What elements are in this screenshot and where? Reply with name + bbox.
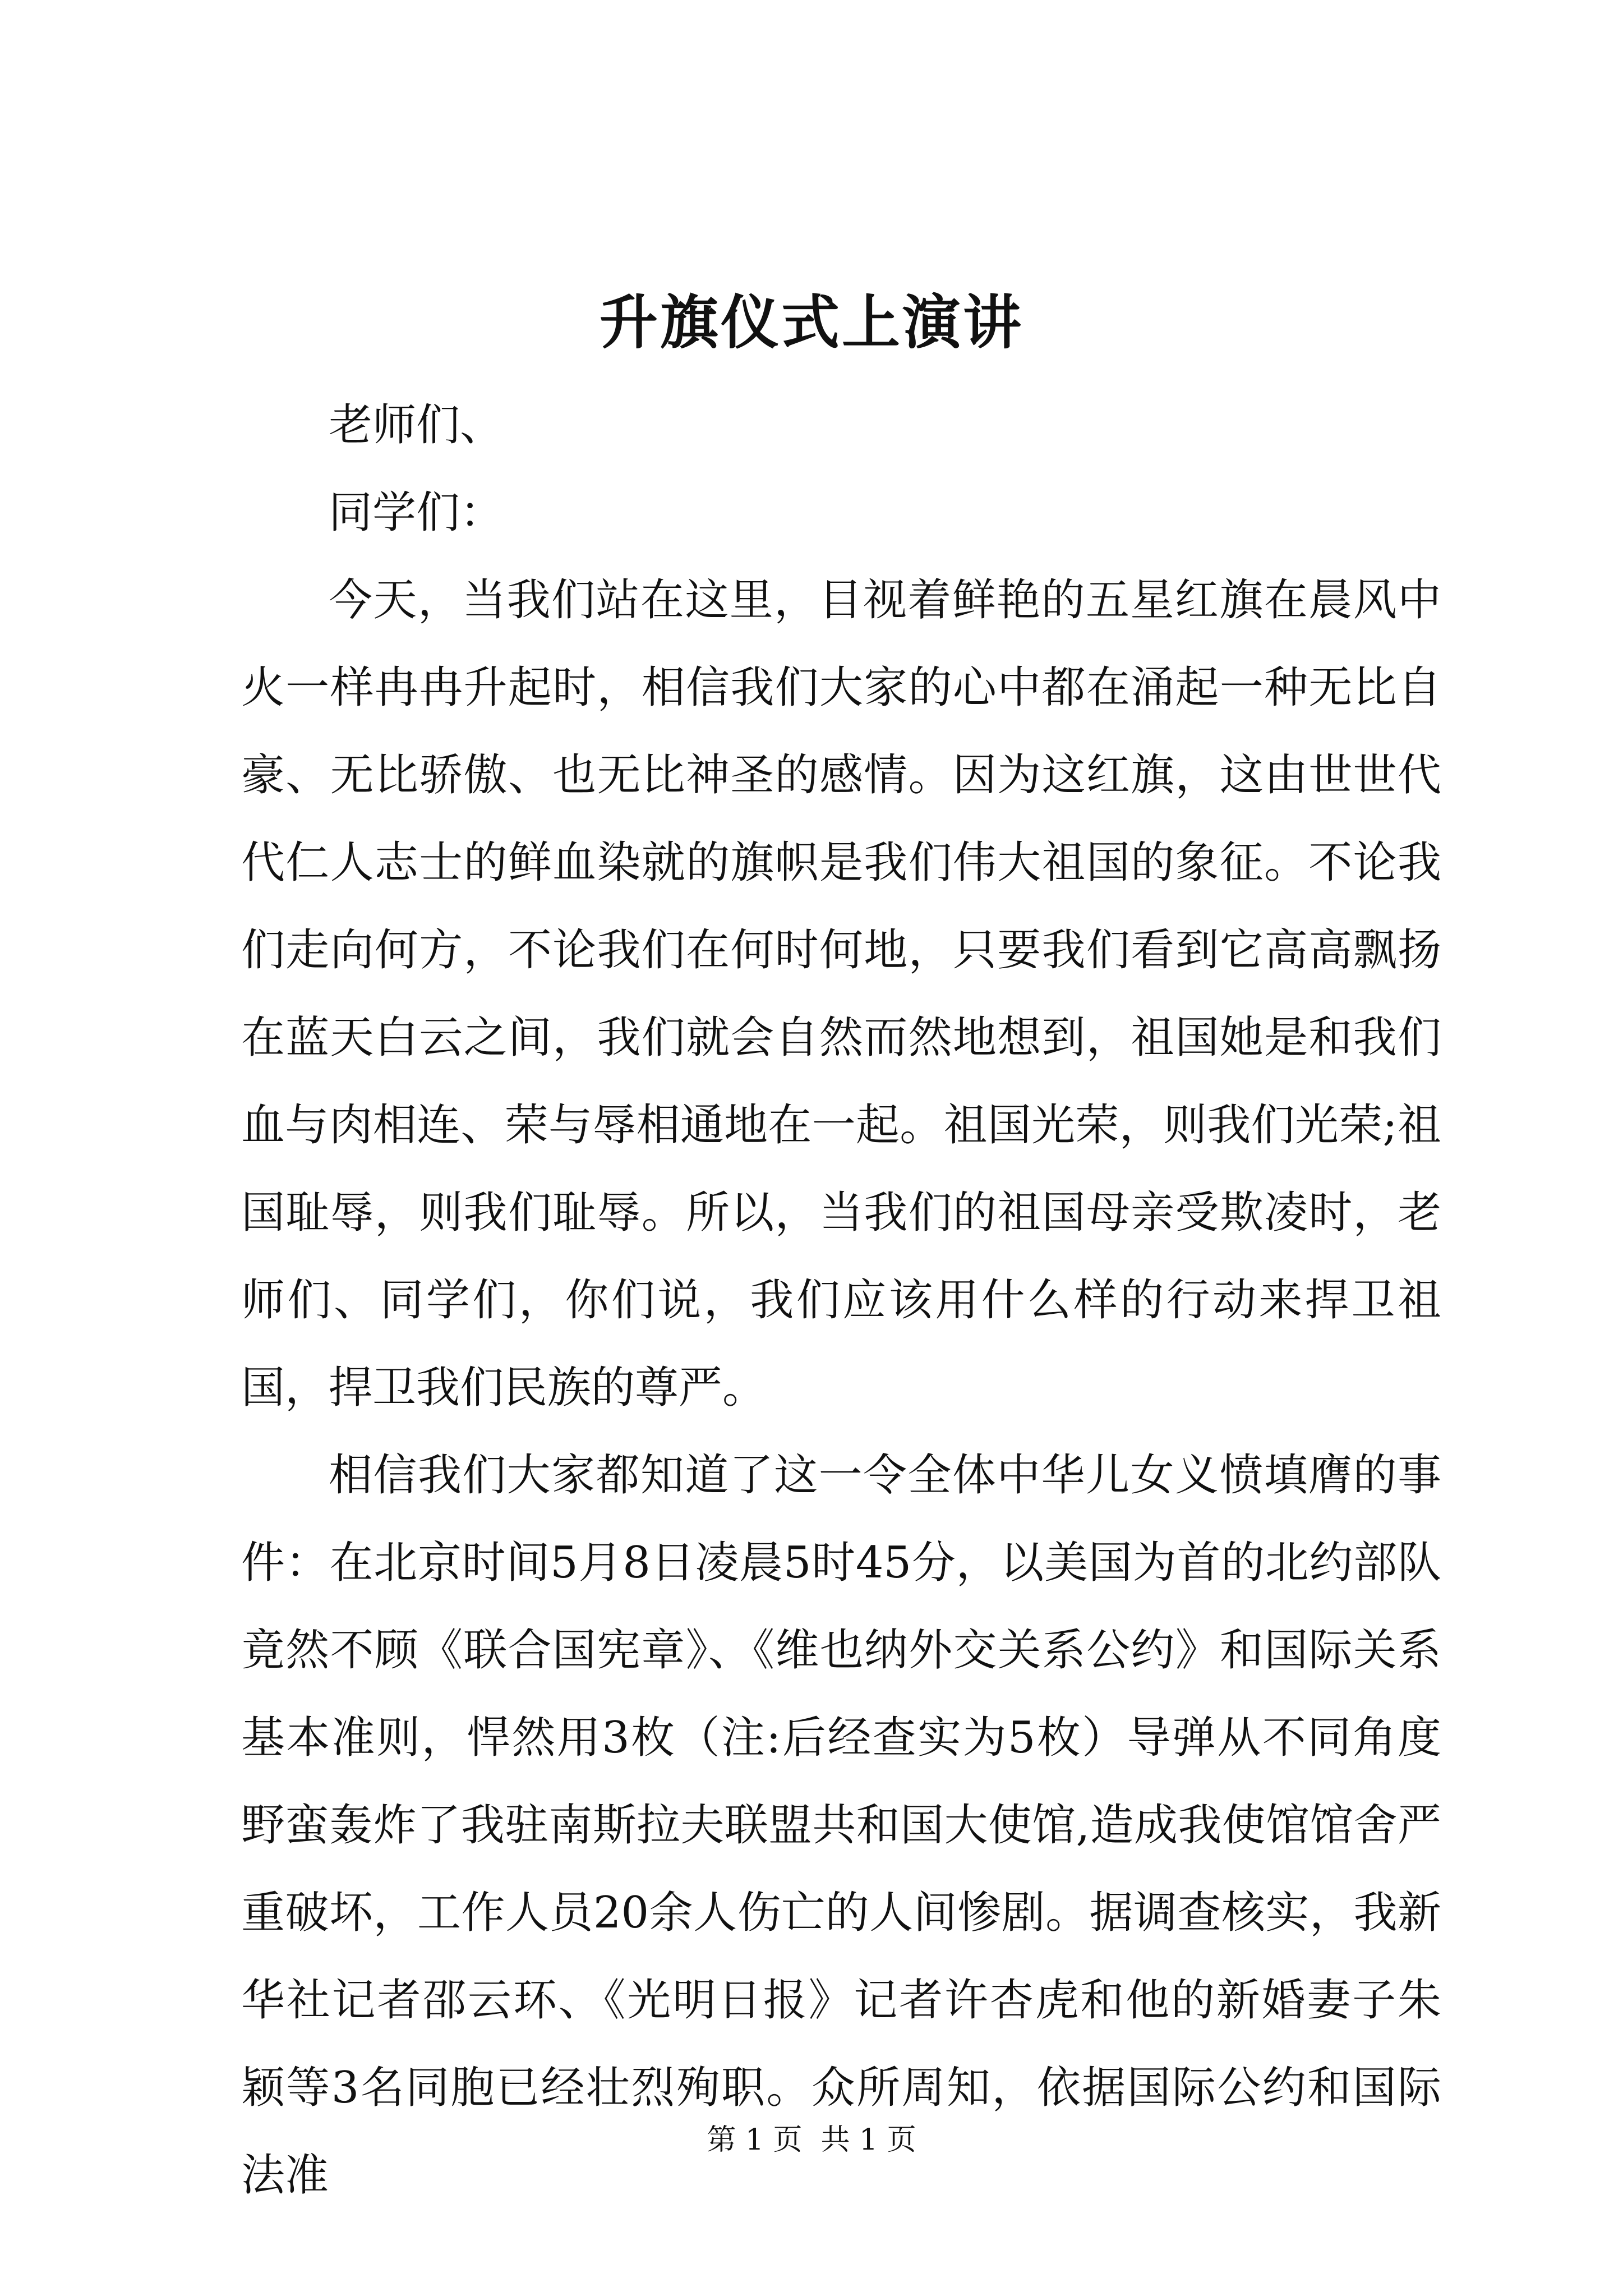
- body-paragraph: 相信我们大家都知道了这一令全体中华儿女义愤填膺的事件：在北京时间5月8日凌晨5时45分，以美国为首的北约部队竟然不顾《联合国宪章》、《维也纳外交关系公约》和国际关系基本准则，悍然用3枚（注:后经查实为5枚）导弹从不同角度野蛮轰炸了我驻南斯拉夫联盟共和国大使馆,造成我使馆馆舍严重破坏，工作人员20余人伤亡的人间惨剧。据调查核实，我新华社记者邵云环、《光明日报》记者许杏虎和他的新婚妻子朱颖等3名同胞已经壮烈殉职。众所周知，依据国际公约和国际法准: [241, 1450, 1441, 2201]
- document-title: 升旗仪式上演讲: [599, 288, 1023, 357]
- salutation-teachers: 老师们、: [329, 400, 504, 450]
- salutation-students: 同学们：: [329, 487, 504, 538]
- document-body: [241, 381, 1441, 2219]
- body-paragraph: 今天，当我们站在这里，目视着鲜艳的五星红旗在晨风中火一样冉冉升起时，相信我们大家的心中都在涌起一种无比自豪、无比骄傲、也无比神圣的感情。因为这红旗，这由世世代代仁人志士的鲜血染就的旗帜是我们伟大祖国的象征。不论我们走向何方，不论我们在何时何地，只要我们看到它高高飘扬在蓝天白云之间，我们就会自然而然地想到，祖国她是和我们血与肉相连、荣与辱相通地在一起。祖国光荣，则我们光荣;祖国耻辱，则我们耻辱。所以，当我们的祖国母亲受欺凌时，老师们、同学们，你们说，我们应该用什么样的行动来捍卫祖国，捍卫我们民族的尊严。: [241, 575, 1441, 1413]
- page-footer: 第 1 页 共 1 页: [707, 2123, 916, 2157]
